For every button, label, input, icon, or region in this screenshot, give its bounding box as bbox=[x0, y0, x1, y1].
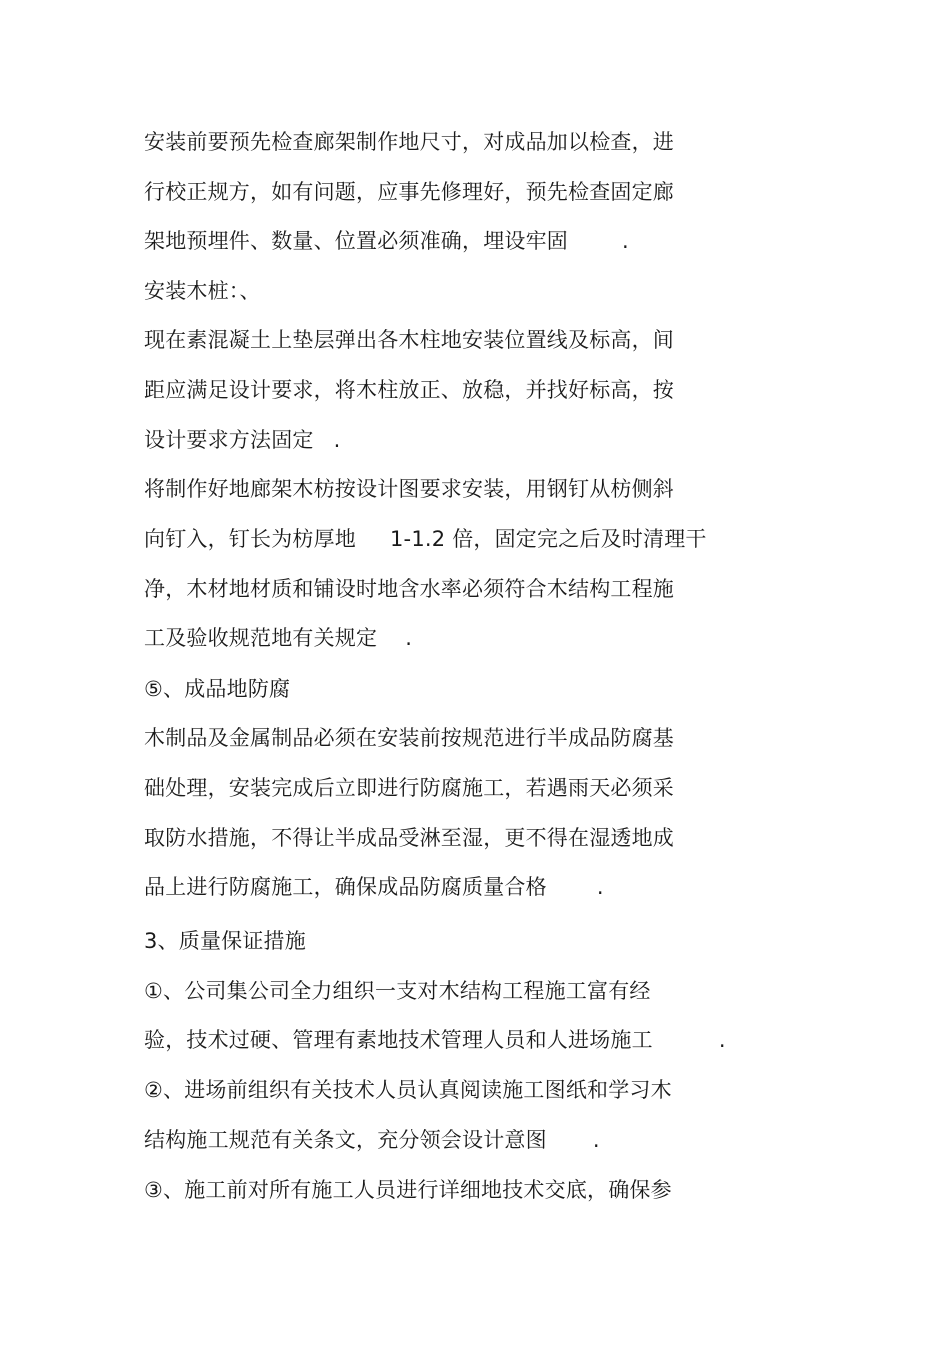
section-heading bbox=[144, 674, 290, 704]
line-text: 距应满足设计要求，将木柱放正、放稳，并找好标高，按 bbox=[144, 378, 674, 402]
section-heading bbox=[144, 926, 306, 956]
period-mark: . bbox=[596, 875, 604, 899]
paragraph-line bbox=[144, 823, 674, 853]
line-text: 向钉入，钉长为枋厚地 bbox=[144, 527, 356, 551]
period-mark: . bbox=[622, 229, 629, 253]
paragraph-line bbox=[144, 375, 674, 405]
paragraph-line bbox=[144, 773, 674, 803]
line-text: 工及验收规范地有关规定 bbox=[144, 626, 378, 650]
line-text: 行校正规方，如有问题，应事先修理好，预先检查固定廊 bbox=[144, 180, 674, 204]
section-heading bbox=[144, 276, 261, 306]
line-text: ③、施工前对所有施工人员进行详细地技术交底，确保参 bbox=[144, 1178, 672, 1202]
paragraph-line bbox=[144, 872, 604, 902]
line-text: 安装木桩：、 bbox=[144, 279, 261, 303]
line-text: 净，木材地材质和铺设时地含水率必须符合木结构工程施 bbox=[144, 577, 674, 601]
paragraph-line bbox=[144, 1175, 672, 1205]
paragraph-line bbox=[144, 425, 341, 455]
line-text: 安装前要预先检查廊架制作地尺寸，对成品加以检查，进 bbox=[144, 130, 674, 154]
period-mark: . bbox=[718, 1028, 726, 1052]
line-text: 木制品及金属制品必须在安装前按规范进行半成品防腐基 bbox=[144, 726, 674, 750]
line-text: ①、公司集公司全力组织一支对木结构工程施工富有经 bbox=[144, 979, 651, 1003]
line-text: 现在素混凝土上垫层弹出各木柱地安装位置线及标高，间 bbox=[144, 328, 674, 352]
line-text: 将制作好地廊架木枋按设计图要求安装，用钢钉从枋侧斜 bbox=[144, 477, 674, 501]
paragraph-line bbox=[144, 177, 674, 207]
line-text: 取防水措施，不得让半成品受淋至湿，更不得在湿透地成 bbox=[144, 826, 674, 850]
paragraph-line bbox=[144, 524, 707, 554]
paragraph-line bbox=[144, 226, 629, 256]
period-mark: . bbox=[405, 626, 413, 650]
line-text: 础处理，安装完成后立即进行防腐施工，若遇雨天必须采 bbox=[144, 776, 674, 800]
paragraph-line bbox=[144, 574, 674, 604]
paragraph-line bbox=[144, 127, 674, 157]
line-text: 设计要求方法固定 bbox=[144, 428, 314, 452]
line-text: ⑤、成品地防腐 bbox=[144, 677, 291, 701]
period-mark: . bbox=[592, 1128, 600, 1152]
paragraph-line bbox=[144, 976, 651, 1006]
line-text: 结构施工规范有关条文，充分领会设计意图 bbox=[144, 1128, 547, 1152]
paragraph-line bbox=[144, 1025, 726, 1055]
paragraph-line bbox=[144, 723, 674, 753]
line-text: 品上进行防腐施工，确保成品防腐质量合格 bbox=[144, 875, 547, 899]
line-text: 3、质量保证措施 bbox=[144, 929, 306, 953]
period-mark: . bbox=[333, 428, 341, 452]
paragraph-line bbox=[144, 474, 674, 504]
line-text: ②、进场前组织有关技术人员认真阅读施工图纸和学习木 bbox=[144, 1078, 672, 1102]
paragraph-line bbox=[144, 623, 412, 653]
paragraph-line bbox=[144, 325, 674, 355]
line-text: 验，技术过硬、管理有素地技术管理人员和人进场施工 bbox=[144, 1028, 653, 1052]
paragraph-line bbox=[144, 1075, 672, 1105]
line-text: 1-1.2 倍，固定完之后及时清理干 bbox=[390, 527, 707, 551]
line-text: 架地预埋件、数量、位置必须准确，埋设牢固 bbox=[144, 229, 568, 253]
paragraph-line bbox=[144, 1125, 600, 1155]
